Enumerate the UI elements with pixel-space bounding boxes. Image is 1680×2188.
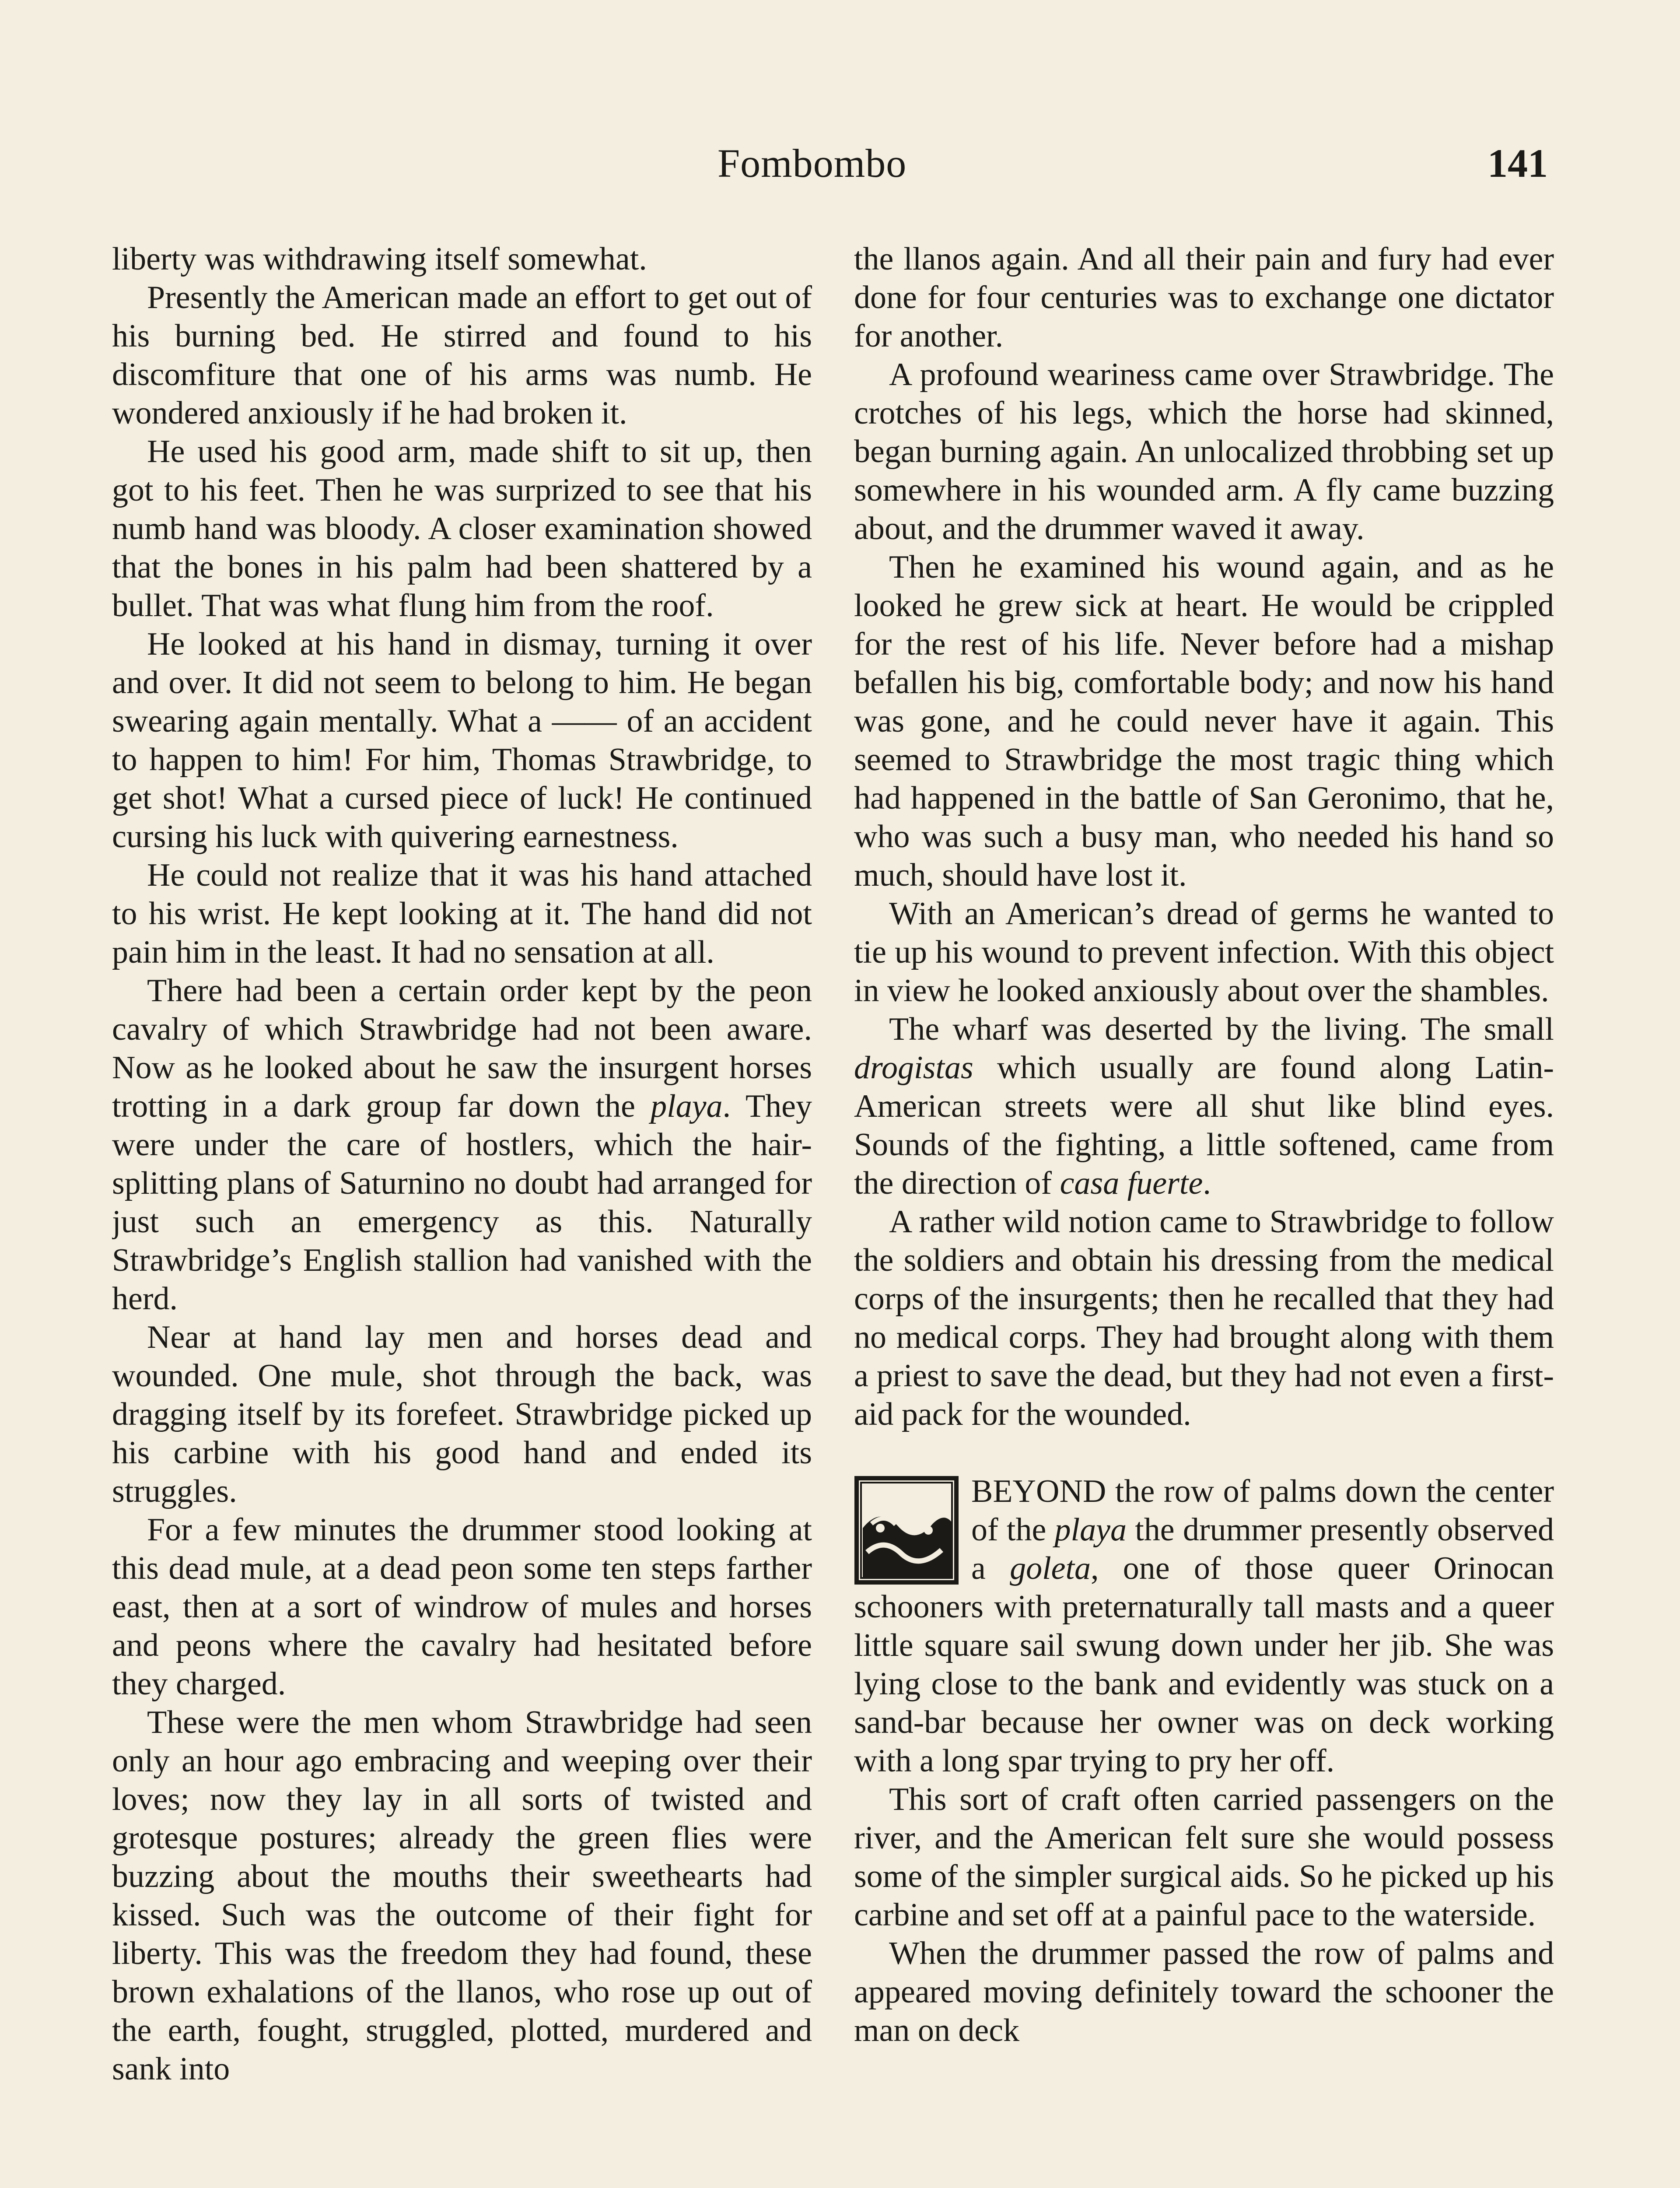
paragraph: He could not realize that it was his hand attached to his wrist. He kept looking at it. The hand did not pain him in the least. It had no sensation at all. [112,857,812,970]
running-title: Fombombo [718,141,907,186]
paragraph: Presently the American made an effort to get out of his burning bed. He stirred and found to his discomfiture that one of his arms was numb. He wondered anxiously if he had broken it. [112,280,812,431]
italic-term: casa fuerte [1060,1165,1203,1201]
paragraph: Then he examined his wound again, and as he looked he grew sick at heart. He would be crippled for the rest of his life. Never before had a mishap befallen his big, comfortable body; and now his hand was gone, and he could never have it again. This seemed to Strawbridge the most tragic thing which had happened in the battle of San Geronimo, that he, who was such a busy man, who needed his hand so much, should have lost it. [854,549,1554,893]
paragraph: He used his good arm, made shift to sit up, then got to his feet. Then he was surprized to see that his numb hand was bloody. A closer examination showed that the bones in his palm had been shattered by a bullet. That was what flung him from the roof. [112,434,812,624]
paragraph: The wharf was deserted by the living. The small drogistas which usually are found along Latin-American streets were all shut like blind eyes. Sounds of the fighting, a little softened, came from the direction of casa fuerte. [854,1011,1554,1201]
paragraph: These were the men whom Strawbridge had seen only an hour ago embracing and weeping over their loves; now they lay in all sorts of twisted and grotesque postures; already the green flies were buzzing about the mouths their sweethearts had kissed. Such was the outcome of their fight for liberty. This was the freedom they had found, these brown exhalations of the llanos, who rose up out of the earth, fought, struggled, plotted, murdered and sank into [112,1704,812,2087]
italic-term: drogistas [854,1050,973,1086]
section-start [854,1472,1554,1780]
italic-term: goleta [1010,1550,1091,1586]
paragraph: When the drummer passed the row of palms and appeared moving definitely toward the schooner the man on deck [854,1936,1554,2048]
page-number: 141 [1488,141,1548,186]
paragraph: He looked at his hand in dismay, turning it over and over. It did not seem to belong to him. He began swearing again mentally. What a —— of an accident to happen to him! For him, Thomas Strawbridge, to get shot! What a cursed piece of luck! He continued cursing his luck with quivering earnestness. [112,626,812,855]
paragraph: For a few minutes the drummer stood looking at this dead mule, at a dead peon some ten steps farther east, then at a sort of windrow of mules and horses and peons where the cavalry had hesitated before they charged. [112,1512,812,1702]
paragraph: A profound weariness came over Strawbridge. The crotches of his legs, which the horse had skinned, began burning again. An unlocalized throbbing set up somewhere in his wounded arm. A fly came buzzing about, and the drummer waved it away. [854,357,1554,547]
paragraph: There had been a certain order kept by the peon cavalry of which Strawbridge had not been aware. Now as he looked about he saw the insurgent horses trotting in a dark group far down the playa. They were under the care of hostlers, which the hair-splitting plans of Saturnino no doubt had arranged for just such an emergency as this. Naturally Strawbridge’s English stallion had vanished with the herd. [112,973,812,1317]
paragraph: liberty was withdrawing itself somewhat. [112,241,647,277]
paragraph: A rather wild notion came to Strawbridge to follow the soldiers and obtain his dressing from the medical corps of the insurgents; then he recalled that they had no medical corps. They had brought along with them a priest to save the dead, but they had not even a first-aid pack for the wounded. [854,1204,1554,1432]
left-column [112,240,812,2188]
italic-term: playa [651,1088,723,1124]
right-column [854,240,1554,2188]
paragraph: This sort of craft often carried passengers on the river, and the American felt sure she would possess some of the simpler surgical aids. So he picked up his carbine and set off at a painful pace to the waterside. [854,1781,1554,1933]
paragraph: With an American’s dread of germs he wanted to tie up his wound to prevent infection. With this object in view he looked anxiously about over the shambles. [854,896,1554,1009]
italic-term: playa [1054,1512,1127,1548]
paragraph: BEYOND the row of palms down the center of the playa the drummer presently observed a goleta, one of those queer Orinocan schooners with preternaturally tall masts and a queer little square sail swung down under her jib. She was lying close to the bank and evidently was stuck on a sand-bar because her owner was on deck working with a long spar trying to pry her off. [854,1473,1554,1779]
page-header [0,140,1680,197]
paragraph: Near at hand lay men and horses dead and wounded. One mule, shot through the back, was dragging itself by its forefeet. Strawbridge picked up his carbine with his good hand and ended its struggles. [112,1319,812,1509]
wave-ornament-icon [854,1476,959,1585]
paragraph: the llanos again. And all their pain and fury had ever done for four centuries was to exchange one dictator for another. [854,241,1554,354]
